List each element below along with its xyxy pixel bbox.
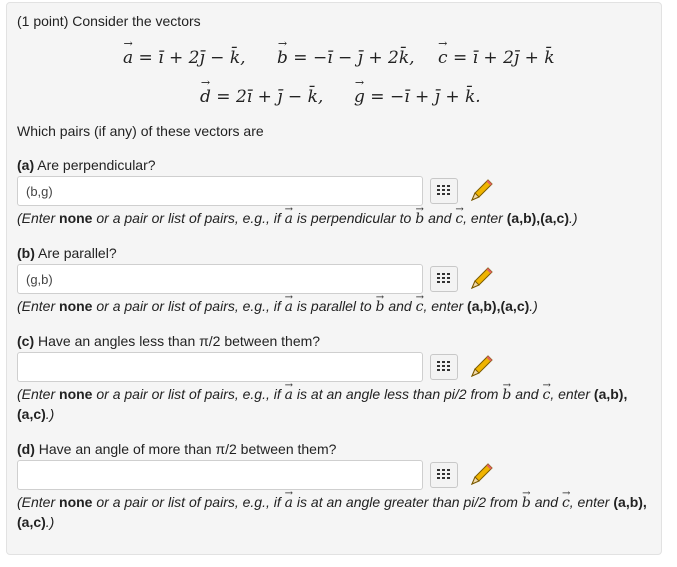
part-c-label: (c) Have an angles less than π/2 between them? bbox=[17, 333, 321, 349]
question-text: Which pairs (if any) of these vectors are bbox=[17, 123, 264, 139]
part-a-label: (a) Are perpendicular? bbox=[17, 157, 156, 173]
part-b-hint: (Enter none or a pair or list of pairs, e.g., if → a is parallel to → b and → c, enter (a,b),(a,c).) bbox=[17, 297, 647, 317]
vector-b-rhs: = −ī − j̄ + 2k̄, bbox=[293, 48, 415, 68]
part-b-answer-input[interactable]: (g,b) bbox=[17, 264, 423, 294]
part-a-answer-input[interactable]: (b,g) bbox=[17, 176, 423, 206]
grid-icon[interactable] bbox=[430, 178, 458, 204]
vector-g-rhs: = −ī + j̄ + k̄. bbox=[370, 87, 481, 107]
part-c-hint: (Enter none or a pair or list of pairs, e.g., if → a is at an angle less than pi/2 from → b and → c, enter (a,b), (a,c).) bbox=[17, 385, 647, 424]
pencil-icon[interactable] bbox=[468, 354, 494, 380]
grid-icon[interactable] bbox=[430, 354, 458, 380]
vector-d-rhs: = 2ī + j̄ − k̄, bbox=[216, 87, 324, 107]
vector-b-name: → b bbox=[277, 48, 288, 68]
vector-g-equation bbox=[354, 87, 481, 107]
part-a-hint: (Enter none or a pair or list of pairs, e.g., if → a is perpendicular to → b and → c, enter (a,b),(a,c).) bbox=[17, 209, 647, 229]
pencil-icon[interactable] bbox=[468, 266, 494, 292]
vector-a-name: → a bbox=[123, 48, 133, 68]
vector-g-name: → g bbox=[354, 87, 365, 107]
vector-a-equation bbox=[123, 48, 246, 68]
pencil-icon[interactable] bbox=[468, 462, 494, 488]
problem-intro: (1 point) Consider the vectors bbox=[17, 13, 201, 29]
pencil-icon[interactable] bbox=[468, 178, 494, 204]
vector-c-name: → c bbox=[438, 48, 448, 68]
vector-d-name: → d bbox=[200, 87, 211, 107]
part-d-hint: (Enter none or a pair or list of pairs, e.g., if → a is at an angle greater than pi/2 from → b and → c, enter (a,b), (a,c).) bbox=[17, 493, 647, 532]
grid-icon[interactable] bbox=[430, 462, 458, 488]
part-d-answer-input[interactable] bbox=[17, 460, 423, 490]
vector-c-rhs: = ī + 2j̄ + k̄ bbox=[452, 48, 555, 68]
vector-d-equation bbox=[200, 87, 323, 107]
part-b-label: (b) Are parallel? bbox=[17, 245, 117, 261]
vector-c-equation bbox=[438, 48, 555, 68]
part-c-answer-input[interactable] bbox=[17, 352, 423, 382]
vector-a-rhs: = ī + 2j̄ − k̄, bbox=[138, 48, 246, 68]
part-d-label: (d) Have an angle of more than π/2 between them? bbox=[17, 441, 337, 457]
grid-icon[interactable] bbox=[430, 266, 458, 292]
vector-b-equation bbox=[277, 48, 415, 68]
